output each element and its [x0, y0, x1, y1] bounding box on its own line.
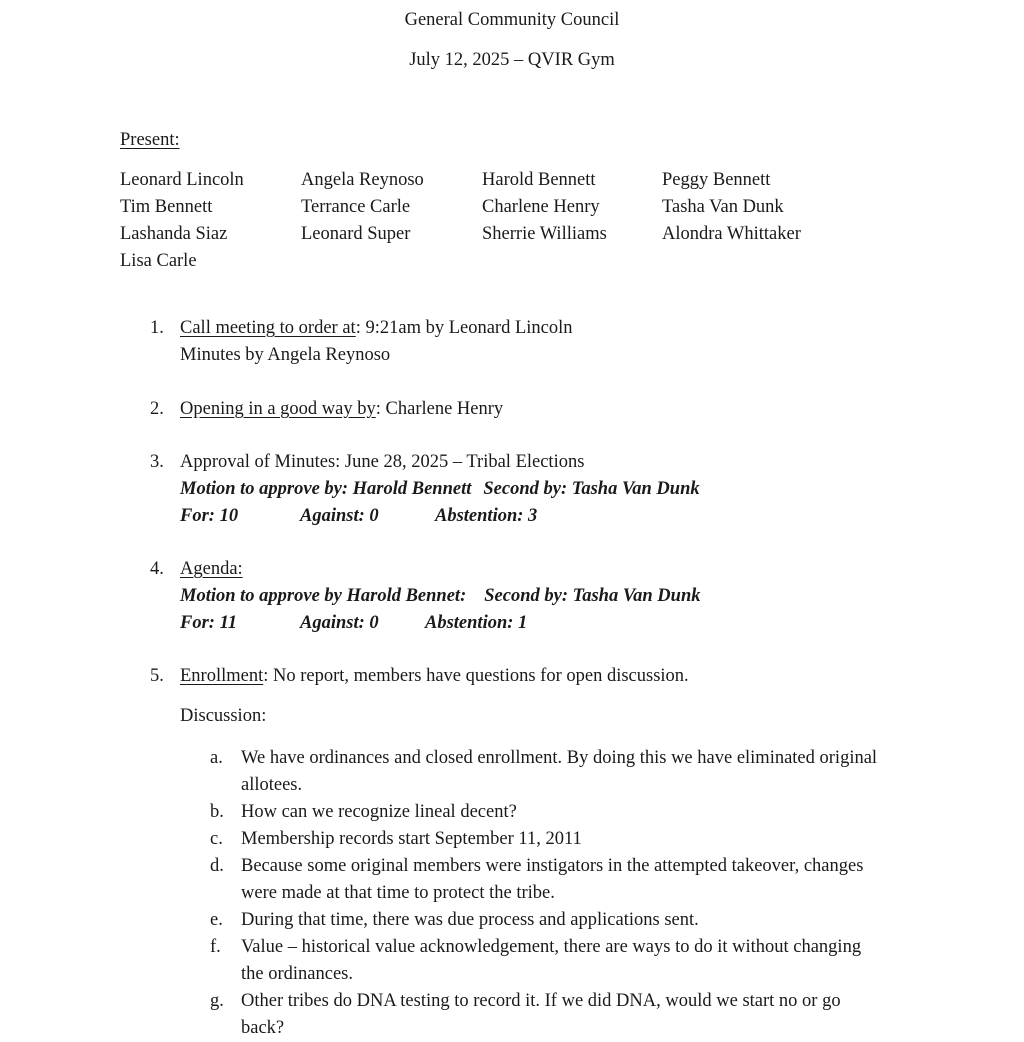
item-text: : 9:21am by Leonard Lincoln: [355, 318, 573, 338]
item-text: : Charlene Henry: [375, 399, 504, 419]
discussion-item: f. Value – historical value acknowledgement, there are ways to do it without changing the ordinances.: [210, 937, 862, 984]
discussion-label: Discussion:: [180, 706, 267, 726]
attendee: Peggy Bennett: [662, 170, 771, 190]
attendee: Leonard Super: [301, 224, 411, 244]
discussion-item: e. During that time, there was due process and applications sent.: [210, 910, 699, 930]
item-text: Approval of Minutes: June 28, 2025 – Tribal Elections: [180, 452, 585, 472]
attendee: Harold Bennett: [482, 170, 596, 190]
item-number: 4.: [150, 559, 164, 579]
vote-against: Against: 0: [300, 613, 379, 633]
second-by: Second by: Tasha Van Dunk: [484, 586, 701, 606]
vote-for: For: 11: [180, 613, 238, 633]
attendee: Lisa Carle: [120, 251, 197, 271]
vote-abstention: Abstention: 1: [425, 613, 528, 633]
item-label: Call meeting to order at: [180, 318, 356, 338]
item-label: Enrollment: [180, 666, 264, 686]
attendee: Sherrie Williams: [482, 224, 607, 244]
attendee: Terrance Carle: [301, 197, 411, 217]
discussion-item: a. We have ordinances and closed enrollment. By doing this we have eliminated original allotees.: [210, 748, 878, 795]
document-subtitle: July 12, 2025 – QVIR Gym: [409, 50, 615, 70]
vote-abstention: Abstention: 3: [435, 506, 538, 526]
vote-tally: [180, 506, 700, 533]
discussion-item: g. Other tribes do DNA testing to record it. If we did DNA, would we start no or go back?: [210, 991, 841, 1038]
document-title: General Community Council: [404, 10, 620, 30]
attendee: Leonard Lincoln: [120, 170, 244, 190]
item-number: 2.: [150, 399, 164, 419]
item-text: : No report, members have questions for open discussion.: [263, 666, 689, 686]
item-number: 1.: [150, 318, 164, 338]
second-by: Second by: Tasha Van Dunk: [483, 479, 700, 499]
discussion-item: b. How can we recognize lineal decent?: [210, 802, 517, 822]
attendee: Tim Bennett: [120, 197, 213, 217]
vote-tally: [180, 613, 700, 640]
attendee: Alondra Whittaker: [662, 224, 801, 244]
attendee: Angela Reynoso: [301, 170, 424, 190]
present-label: Present:: [120, 130, 180, 150]
discussion-item: d. Because some original members were instigators in the attempted takeover, changes were made at that time to protect the tribe.: [210, 856, 864, 903]
vote-against: Against: 0: [300, 506, 379, 526]
attendee: Tasha Van Dunk: [662, 197, 784, 217]
minutes-by: Minutes by Angela Reynoso: [180, 345, 391, 365]
item-number: 5.: [150, 666, 164, 686]
item-label: Opening in a good way by: [180, 399, 376, 419]
item-number: 3.: [150, 452, 164, 472]
item-label: Agenda:: [180, 559, 243, 579]
motion-by: Motion to approve by: Harold Bennett: [180, 479, 472, 499]
vote-for: For: 10: [180, 506, 239, 526]
discussion-item: c. Membership records start September 11, 2011: [210, 829, 582, 849]
motion-by: Motion to approve by Harold Bennet:: [180, 586, 467, 606]
discussion-list: [210, 745, 881, 1042]
attendee: Charlene Henry: [482, 197, 600, 217]
attendee: Lashanda Siaz: [120, 224, 228, 244]
